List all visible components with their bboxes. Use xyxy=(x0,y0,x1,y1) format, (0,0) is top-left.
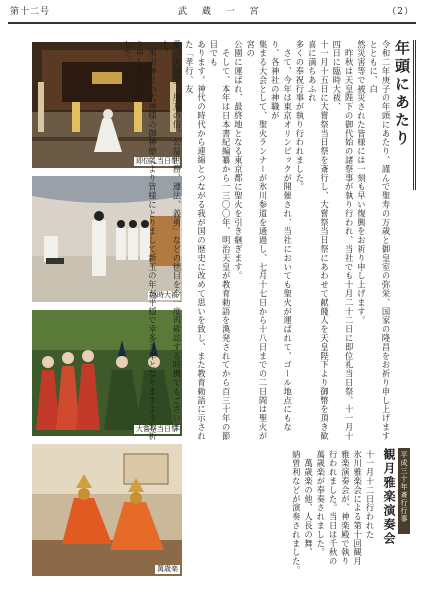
article-heading: 年頭にあたり xyxy=(392,40,416,190)
photo-caption: 臨時大祓 xyxy=(150,291,178,299)
photo-manzairaku-dance xyxy=(32,444,182,576)
photo-purification-rite xyxy=(32,176,182,302)
section-label: 平成三十年斎行行事 xyxy=(398,448,410,534)
photo-caption: 萬歳楽 xyxy=(157,565,178,573)
shrine-interior-image xyxy=(32,42,182,168)
page-number: （2） xyxy=(387,7,414,17)
page-header xyxy=(8,4,416,24)
photo-enthronement-ceremony xyxy=(32,42,182,168)
sidebar-body: 十一月十二日行われた 氷川雅楽会による第十回観月 雅楽演奏会が、神楽殿で執り 行われました。当日は千秋の 萬歳楽が奉奏されました。 萬歳楽の他、人長の舞、 納曽利などが演奏されました。 xyxy=(291,450,375,575)
issue-number: 第十二号 xyxy=(10,7,51,17)
publication-title: 武 蔵 一 宮 xyxy=(178,7,265,17)
procession-image xyxy=(32,310,182,436)
photo-caption: 大嘗祭当日祭 xyxy=(136,425,178,433)
photo-caption: 即位礼当日祭 xyxy=(136,157,178,165)
gagaku-dance-image xyxy=(32,444,182,576)
outdoor-rite-image xyxy=(32,176,182,302)
article-body: 令和二年庚子の年頭にあたり、謹んで聖寿の万歳と御皇室の弥栄、国家の隆昌をお祈り申し上げますとともに、白 然災害等で被災された皆様には一刻も早い復興をお祈り申し上げます。 昨秋は天皇陛下の御代始の諸祭事が執り行われ、当社でも十月二十二日に即位礼当日祭、十一月十四日に臨時大祓、 十一月十五日に大嘗祭当日祭を斎行し、大嘗祭当日祭にあわせて献餞人を天皇陛下より御幣を頂き歓喜に満ちあふれ 多くの奉祝行事が執り行われました。 さて、今年は東京オリンピックが開催され、当社においても聖火が運ばれて、ゴール地点にもなり、各神社の神職が 集まる大会として、聖火ランナーが氷川参道を通過し、七月十七日から十八日までの二日間は聖火が宮の 公園に運ばれ、最終地となる東京都に聖火を引き継ぎます。 そして、本年は日本書紀編纂から一三〇〇年、明治天皇が教育勅語を渙発されてから百三十年の節目でも あります。神代の時代から連綿とつながる我が国の歴史に改めて思いを致し、また教育勅語に示された「孝行、友 愛、夫婦愛、朋友の信、公益世務、遵法、義勇」などの徳目を今一度再確認する時機でもございます。 氷川神社の大神様の御神徳により皆様にとりまして新玉の年が平穏で幸多き年となりますようお祈り申し上げま した。 xyxy=(122,40,391,441)
sidebar-heading: 観月雅楽演奏会 xyxy=(382,448,396,546)
photo-daijosai-ceremony xyxy=(32,310,182,436)
